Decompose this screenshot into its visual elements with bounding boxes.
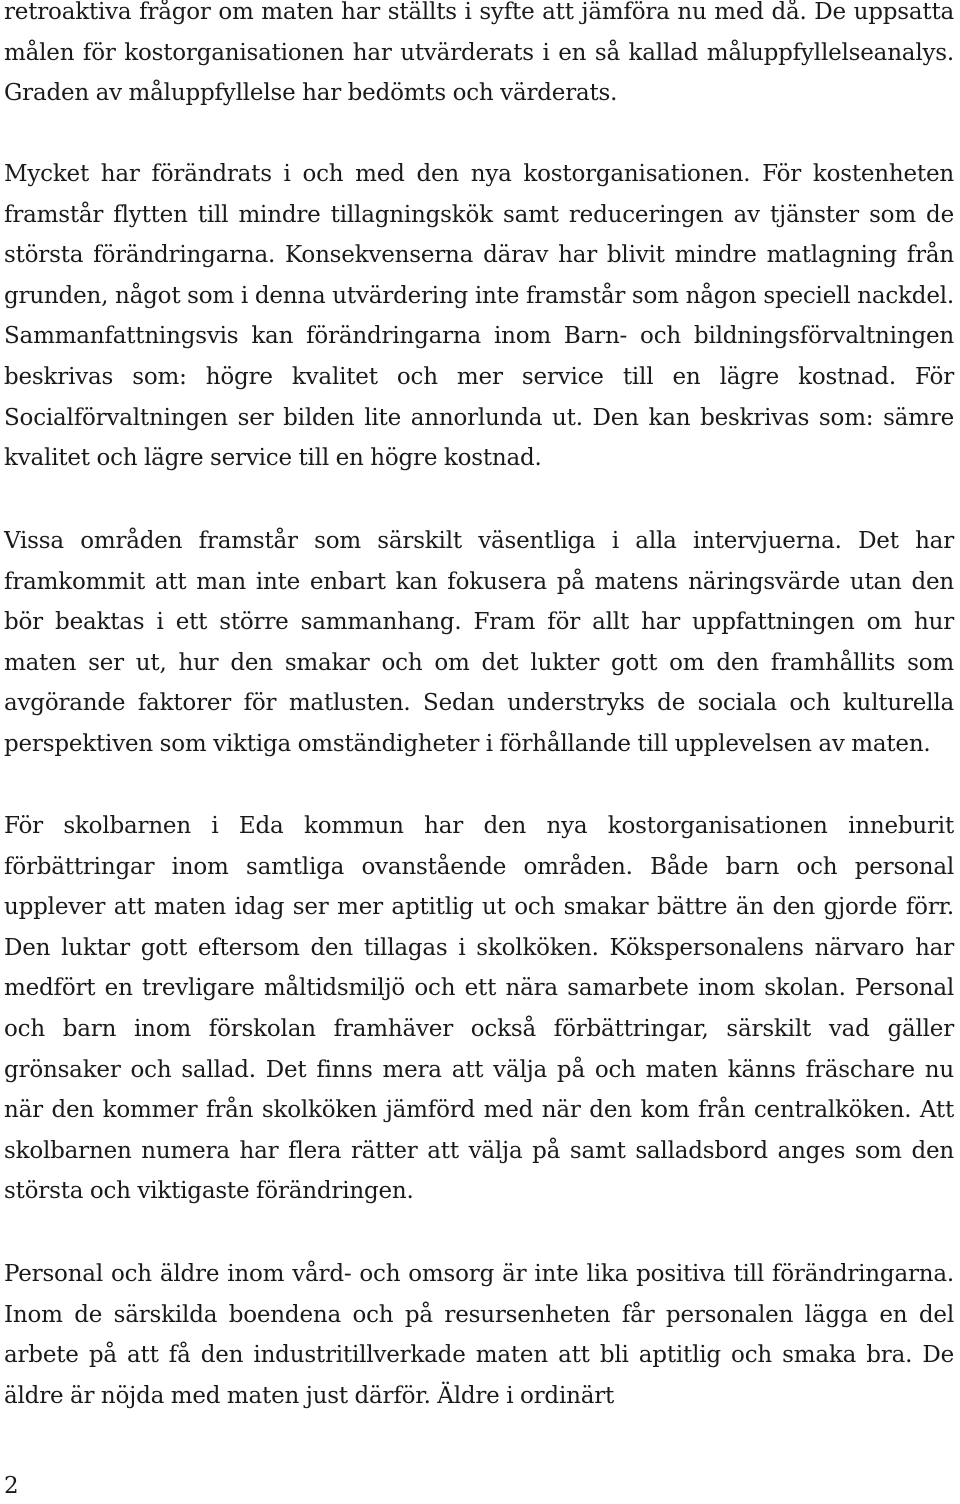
paragraph-2: Mycket har förändrats i och med den nya kostorganisationen. För kostenheten framstår flytten till mindre tillagningskök samt reduceringen av tjänster som de största förändringarna. Konsekvenserna därav har blivit mindre matlagning från grunden, något som i denna utvärdering inte framstår som någon speciell nackdel. Sammanfattningsvis kan förändringarna inom Barn- och bildningsförvaltningen beskrivas som: högre kvalitet och mer service till en lägre kostnad. För Socialförvaltningen ser bilden lite annorlunda ut. Den kan beskrivas som: sämre kvalitet och lägre service till en högre kostnad.	[4, 161, 954, 472]
page-number: 2	[4, 1473, 19, 1499]
paragraph-1: retroaktiva frågor om maten har ställts i syfte att jämföra nu med då. De uppsatta målen för kostorganisationen har utvärderats i en så kallad måluppfyllelseanalys. Graden av måluppfyllelse har bedömts och värderats.	[4, 0, 954, 107]
paragraph-4: För skolbarnen i Eda kommun har den nya kostorganisationen inneburit förbättringar inom samtliga ovanstående områden. Både barn och personal upplever att maten idag ser mer aptitlig ut och smakar bättre än den gjorde förr. Den luktar gott eftersom den tillagas i skolköken. Kökspersonalens närvaro har medfört en trevligare måltidsmiljö och ett nära samarbete inom skolan. Personal och barn inom förskolan framhäver också förbättringar, särskilt vad gäller grönsaker och sallad. Det finns mera att välja på och maten känns fräschare nu när den kommer från skolköken jämförd med när den kom från centralköken. Att skolbarnen numera har flera rätter att välja på samt salladsbord anges som den största och viktigaste förändringen.	[4, 813, 954, 1205]
paragraph-3: Vissa områden framstår som särskilt väsentliga i alla intervjuerna. Det har framkommit att man inte enbart kan fokusera på matens näringsvärde utan den bör beaktas i ett större sammanhang. Fram för allt har uppfattningen om hur maten ser ut, hur den smakar och om det lukter gott om den framhållits som avgörande faktorer för matlusten. Sedan understryks de sociala och kulturella perspektiven som viktiga omständigheter i förhållande till upplevelsen av maten.	[4, 528, 954, 757]
paragraph-5: Personal och äldre inom vård- och omsorg är inte lika positiva till förändringarna. Inom de särskilda boendena och på resursenheten får personalen lägga en del arbete på att få den industritillverkade maten att bli aptitlig och smaka bra. De äldre är nöjda med maten just därför. Äldre i ordinärt	[4, 1261, 954, 1409]
